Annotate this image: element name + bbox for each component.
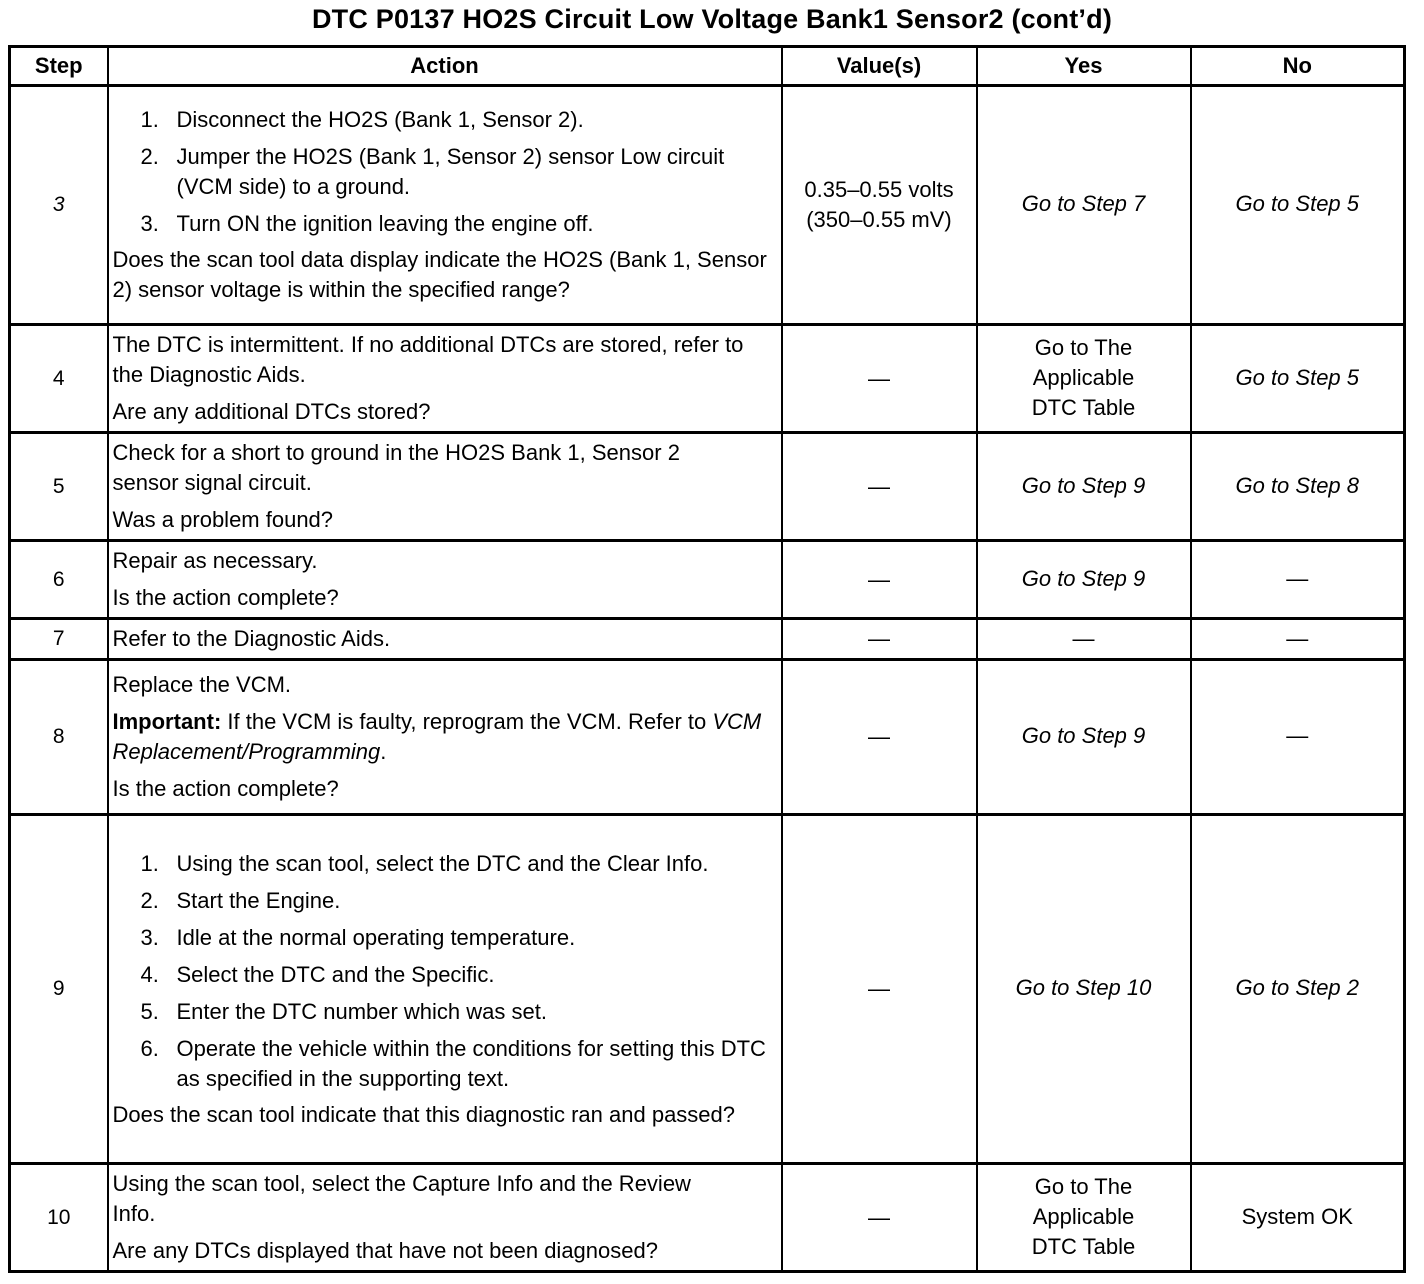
action-question: Was a problem found? xyxy=(112,507,334,532)
action-text: The DTC is intermittent. If no additional DTCs are stored, refer to the Diagnostic Aids. xyxy=(112,332,744,387)
action-cell xyxy=(108,619,782,660)
value-cell: — xyxy=(782,1164,977,1272)
table-row-step-10 xyxy=(10,1164,1405,1272)
no-cell: Go to Step 5 xyxy=(1191,325,1405,433)
action-question: Is the action complete? xyxy=(112,585,339,610)
important-label: Important: xyxy=(112,709,222,734)
yes-cell: Go to Step 10 xyxy=(977,815,1191,1164)
table-row-step-7 xyxy=(10,619,1405,660)
no-cell: — xyxy=(1191,619,1405,660)
yes-cell: Go to The Applicable DTC Table xyxy=(977,325,1191,433)
table-row-step-4 xyxy=(10,325,1405,433)
no-cell: — xyxy=(1191,541,1405,619)
table-row-step-6 xyxy=(10,541,1405,619)
value-cell: — xyxy=(782,541,977,619)
value-cell: 0.35–0.55 volts (350–0.55 mV) xyxy=(782,86,977,325)
value-cell: — xyxy=(782,815,977,1164)
step-number: 5 xyxy=(10,433,108,541)
value-cell: — xyxy=(782,660,977,815)
action-question: Are any additional DTCs stored? xyxy=(112,399,431,424)
action-question: Does the scan tool indicate that this diagnostic ran and passed? xyxy=(112,1101,736,1127)
list-item: 6. Operate the vehicle within the conditions for setting this DTC as specified in the supporting text. xyxy=(140,1035,766,1091)
action-text: Check for a short to ground in the HO2S Bank 1, Sensor 2 sensor signal circuit. xyxy=(112,440,680,495)
action-cell xyxy=(108,1164,782,1272)
action-cell xyxy=(108,433,782,541)
action-question: Does the scan tool data display indicate the HO2S (Bank 1, Sensor 2) sensor voltage is within the specified range? xyxy=(112,247,767,302)
action-cell xyxy=(108,815,782,1164)
header-values: Value(s) xyxy=(782,47,977,86)
header-no: No xyxy=(1191,47,1405,86)
list-item: 1. Disconnect the HO2S (Bank 1, Sensor 2). xyxy=(140,107,584,132)
header-row xyxy=(10,47,1405,86)
table-row-step-8 xyxy=(10,660,1405,815)
action-cell xyxy=(108,660,782,815)
diagnostic-table xyxy=(8,45,1406,1273)
list-item: 4. Select the DTC and the Specific. xyxy=(140,961,495,987)
action-question: Are any DTCs displayed that have not been diagnosed? xyxy=(112,1238,658,1263)
action-cell xyxy=(108,541,782,619)
action-text: Repair as necessary. xyxy=(112,548,318,573)
list-item: 5. Enter the DTC number which was set. xyxy=(140,998,547,1024)
action-cell xyxy=(108,325,782,433)
yes-cell: — xyxy=(977,619,1191,660)
table-row-step-5 xyxy=(10,433,1405,541)
yes-cell: Go to Step 9 xyxy=(977,660,1191,815)
action-question: Is the action complete? xyxy=(112,776,339,801)
no-cell: System OK xyxy=(1191,1164,1405,1272)
no-cell: Go to Step 8 xyxy=(1191,433,1405,541)
list-item: 2. Start the Engine. xyxy=(140,887,341,913)
list-item: 3. Idle at the normal operating temperature. xyxy=(140,924,576,950)
reference-link-text: VCM Replacement/Programming xyxy=(112,709,762,764)
step-number: 3 xyxy=(10,86,108,325)
action-text: Refer to the Diagnostic Aids. xyxy=(112,626,391,651)
yes-cell: Go to Step 9 xyxy=(977,541,1191,619)
table-row-step-9 xyxy=(10,815,1405,1164)
step-number: 8 xyxy=(10,660,108,815)
action-steps-list xyxy=(113,849,775,1094)
yes-cell: Go to Step 7 xyxy=(977,86,1191,325)
header-step: Step xyxy=(10,47,108,86)
action-cell xyxy=(108,86,782,325)
value-cell: — xyxy=(782,433,977,541)
value-cell: — xyxy=(782,325,977,433)
yes-cell: Go to The Applicable DTC Table xyxy=(977,1164,1191,1272)
step-number: 9 xyxy=(10,815,108,1164)
step-number: 10 xyxy=(10,1164,108,1272)
action-text: Replace the VCM. xyxy=(112,672,292,697)
value-cell: — xyxy=(782,619,977,660)
action-steps-list xyxy=(113,105,775,239)
step-number: 6 xyxy=(10,541,108,619)
header-yes: Yes xyxy=(977,47,1191,86)
list-item: 3. Turn ON the ignition leaving the engine off. xyxy=(140,211,594,236)
step-number: 4 xyxy=(10,325,108,433)
page-title: DTC P0137 HO2S Circuit Low Voltage Bank1 Sensor2 (cont’d) xyxy=(311,4,1113,34)
no-cell: Go to Step 2 xyxy=(1191,815,1405,1164)
action-text: Using the scan tool, select the Capture Info and the Review Info. xyxy=(112,1171,691,1226)
step-number: 7 xyxy=(10,619,108,660)
list-item: 1. Using the scan tool, select the DTC and the Clear Info. xyxy=(140,850,709,876)
no-cell: — xyxy=(1191,660,1405,815)
important-note: Important: If the VCM is faulty, reprogram the VCM. Refer to VCM Replacement/Programming. xyxy=(112,709,762,764)
list-item: 2. Jumper the HO2S (Bank 1, Sensor 2) sensor Low circuit (VCM side) to a ground. xyxy=(140,144,725,199)
yes-cell: Go to Step 9 xyxy=(977,433,1191,541)
table-row-step-3 xyxy=(10,86,1405,325)
no-cell: Go to Step 5 xyxy=(1191,86,1405,325)
header-action: Action xyxy=(108,47,782,86)
